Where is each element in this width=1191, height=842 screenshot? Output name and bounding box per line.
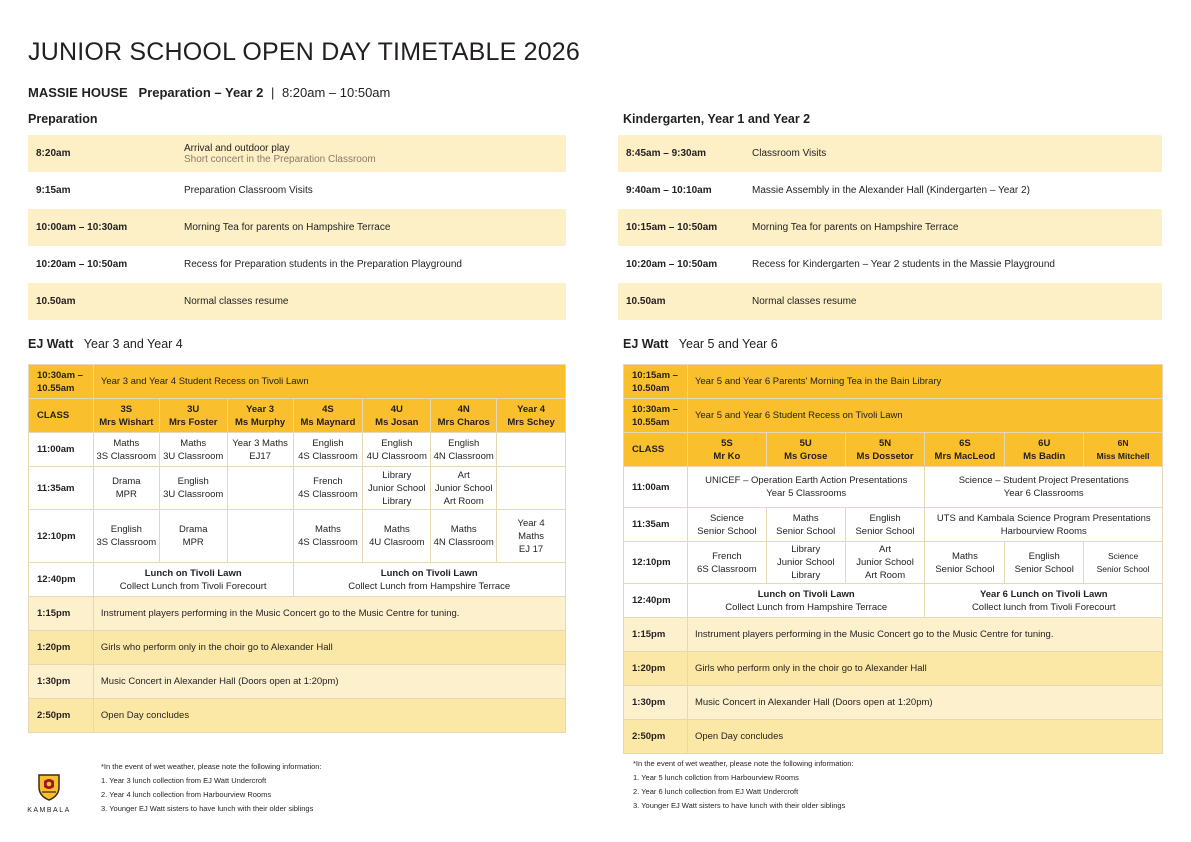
table-row — [624, 584, 1163, 618]
row-time: 11:35am — [29, 467, 94, 510]
row-text: Morning Tea for parents on Hampshire Terrace — [744, 209, 1162, 246]
class-teacher: Ms Murphy — [235, 416, 286, 428]
table-cell — [766, 508, 845, 542]
kinder-table — [618, 135, 1162, 320]
cell-line: UTS and Kambala Science Program Presentations — [936, 512, 1151, 524]
class-teacher: Mrs Foster — [168, 416, 218, 428]
class-header — [431, 399, 497, 433]
table-cell — [363, 510, 431, 563]
cell-line: English — [110, 524, 142, 535]
row-text: Morning Tea for parents on Hampshire Terrace — [176, 209, 566, 246]
table-cell — [687, 584, 925, 618]
cell-line: 3U Classroom — [163, 450, 224, 462]
cell-line: Lunch on Tivoli Lawn — [144, 567, 242, 579]
cell-line: MPR — [182, 537, 204, 548]
cell-line: English — [312, 437, 344, 449]
class-header — [687, 433, 766, 467]
class-teacher: Ms Dossetor — [856, 450, 914, 462]
ej56-heading — [623, 337, 778, 351]
ej56-heading-a: EJ Watt — [623, 337, 669, 351]
class-label: CLASS — [29, 399, 94, 433]
cell-line: Collect lunch from Tivoli Forecourt — [971, 601, 1116, 613]
row-time: 1:30pm — [624, 686, 688, 720]
cell-line: Collect Lunch from Tivoli Forecourt — [119, 580, 267, 592]
cell-line: Senior School — [855, 525, 915, 537]
cell-line: Science – Student Project Presentations — [958, 475, 1129, 486]
row-time: 10:30am – 10.55am — [29, 365, 94, 399]
table-row — [29, 597, 566, 631]
table-row — [28, 135, 566, 172]
row-time: 10:20am – 10:50am — [626, 259, 718, 270]
class-header — [93, 399, 159, 433]
table-cell — [227, 433, 293, 467]
cell-line: Junior School — [776, 557, 835, 568]
ej56-table — [623, 364, 1163, 754]
class-teacher: Mrs Wishart — [99, 416, 154, 428]
ej34-heading-b: Year 3 and Year 4 — [83, 337, 183, 351]
cell-line: 4S Classroom — [298, 450, 358, 462]
table-cell — [293, 467, 363, 510]
recess-row — [624, 399, 1163, 433]
cell-line: EJ17 — [249, 450, 271, 462]
class-code: 3S — [120, 403, 133, 415]
table-row — [618, 172, 1162, 209]
note-line: *In the event of wet weather, please note the following information: — [633, 759, 854, 768]
class-code: 4S — [322, 403, 334, 415]
row-text: Music Concert in Alexander Hall (Doors open at 1:20pm) — [687, 686, 1162, 720]
cell-line: Senior School — [776, 525, 836, 537]
cell-line: Lunch on Tivoli Lawn — [757, 588, 855, 600]
cell-line: Junior School — [856, 557, 914, 568]
cell-line: English — [448, 437, 480, 449]
row-time: 10.50am — [618, 283, 744, 320]
class-code: Year 4 — [517, 403, 546, 415]
table-row — [29, 699, 566, 733]
class-teacher: Ms Maynard — [300, 416, 356, 428]
class-teacher: Mrs MacLeod — [934, 450, 996, 462]
cell-line: Library — [382, 469, 412, 481]
cell-line: Maths — [383, 524, 410, 535]
table-row — [28, 172, 566, 209]
table-row — [618, 246, 1162, 283]
class-code: 6U — [1038, 437, 1051, 449]
cell-line: Senior School — [1096, 563, 1150, 574]
cell-line: Art — [457, 469, 470, 481]
row-text: Recess for Preparation students in the Preparation Playground — [184, 259, 462, 270]
row-time: 10:20am – 10:50am — [36, 259, 128, 270]
cell-line: Senior School — [1014, 563, 1074, 575]
row-text: Girls who perform only in the choir go to Alexander Hall — [687, 652, 1162, 686]
cell-line: 4U Classroom — [366, 450, 427, 462]
class-header — [845, 433, 925, 467]
table-row — [624, 542, 1163, 584]
recess-row — [29, 365, 566, 399]
note-line: 1. Year 5 lunch collction from Harbourview Rooms — [633, 773, 799, 782]
class-code: 6S — [959, 437, 971, 449]
row-time: 10:15am – 10:50am — [618, 209, 744, 246]
prep-table — [28, 135, 566, 320]
row-text: Girls who perform only in the choir go to Alexander Hall — [93, 631, 565, 665]
row-sub: Short concert in the Preparation Classroom — [184, 153, 376, 165]
table-row — [29, 433, 566, 467]
row-text: Classroom Visits — [744, 135, 1162, 172]
table-cell — [925, 542, 1005, 584]
table-cell — [431, 467, 497, 510]
row-time: 9:40am – 10:10am — [626, 185, 712, 196]
tea-row — [624, 365, 1163, 399]
row-time: 10:30am – 10.55am — [624, 399, 688, 433]
house-range: Preparation – Year 2 — [138, 85, 264, 100]
cell-line: Year 6 Classrooms — [1003, 488, 1084, 499]
table-cell — [925, 467, 1163, 508]
table-row — [29, 631, 566, 665]
table-cell — [93, 467, 159, 510]
cell-line: 3S Classroom — [96, 537, 157, 548]
cell-line: English — [381, 437, 413, 449]
table-cell — [93, 433, 159, 467]
class-header — [925, 433, 1005, 467]
cell-line: Senior School — [935, 563, 995, 575]
class-teacher: Mrs Schey — [507, 416, 555, 428]
cell-line: Year 3 Maths — [232, 437, 288, 449]
table-cell — [497, 510, 566, 563]
class-header — [1084, 433, 1163, 467]
row-time: 11:00am — [29, 433, 94, 467]
massie-subheading — [28, 85, 390, 100]
cell-line: UNICEF – Operation Earth Action Presentations — [705, 475, 908, 486]
cell-line: Lunch on Tivoli Lawn — [380, 567, 478, 579]
ej56-heading-b: Year 5 and Year 6 — [678, 337, 778, 351]
note-line: *In the event of wet weather, please note the following information: — [101, 762, 322, 771]
row-time: 11:35am — [624, 508, 688, 542]
crest-icon — [36, 772, 62, 802]
note-line: 3. Younger EJ Watt sisters to have lunch with their older siblings — [633, 801, 846, 810]
cell-line: Maths — [518, 530, 545, 542]
row-text: Recess for Kindergarten – Year 2 students in the Massie Playground — [752, 259, 1055, 270]
cell-line: Drama — [178, 524, 208, 535]
row-text: Year 5 and Year 6 Student Recess on Tivoli Lawn — [687, 399, 1162, 433]
row-text — [176, 135, 566, 172]
table-cell — [497, 467, 566, 510]
table-cell — [845, 508, 925, 542]
cell-line: 3S Classroom — [96, 450, 157, 462]
class-row — [29, 399, 566, 433]
note-line: 2. Year 4 lunch collection from Harbourview Rooms — [101, 790, 272, 799]
cell-line: Collect Lunch from Hampshire Terrace — [725, 601, 888, 613]
class-header — [159, 399, 227, 433]
cell-line: English — [869, 512, 901, 524]
kambala-logo — [26, 772, 72, 814]
cell-line: 4N Classroom — [433, 537, 494, 548]
table-row — [624, 467, 1163, 508]
cell-line: Senior School — [697, 525, 757, 537]
row-time: 9:15am — [36, 185, 71, 196]
cell-line: Science — [709, 512, 744, 524]
table-cell — [293, 563, 566, 597]
row-text: Instrument players performing in the Music Concert go to the Music Centre for tuning. — [687, 618, 1162, 652]
cell-line: Year 6 Lunch on Tivoli Lawn — [979, 588, 1108, 600]
table-row — [29, 467, 566, 510]
row-time: 1:15pm — [29, 597, 94, 631]
logo-text: KAMBALA — [27, 807, 71, 814]
note-line: 3. Younger EJ Watt sisters to have lunch with their older siblings — [101, 804, 314, 813]
ej34-heading — [28, 337, 183, 351]
class-code: 3U — [187, 403, 200, 415]
table-cell — [159, 510, 227, 563]
cell-line: Science — [1107, 550, 1139, 561]
table-row — [29, 510, 566, 563]
table-cell — [925, 584, 1163, 618]
class-code: Year 3 — [246, 403, 275, 415]
class-code: 5U — [799, 437, 812, 449]
table-cell — [687, 508, 766, 542]
cell-line: Library — [791, 544, 821, 555]
ej34-notes — [101, 760, 322, 816]
class-header — [497, 399, 566, 433]
note-line: 1. Year 3 lunch collection from EJ Watt Undercroft — [101, 776, 267, 785]
cell-line: Library — [382, 495, 412, 507]
table-cell — [1005, 542, 1084, 584]
row-time: 10.50am — [28, 283, 176, 320]
class-code: 4N — [457, 403, 470, 415]
table-row — [618, 135, 1162, 172]
class-teacher: Mr Ko — [713, 450, 741, 462]
table-cell — [363, 467, 431, 510]
table-cell — [1084, 542, 1163, 584]
class-header — [227, 399, 293, 433]
cell-line: Junior School — [434, 482, 493, 494]
row-time: 1:20pm — [29, 631, 94, 665]
row-time: 12:10pm — [29, 510, 94, 563]
ej56-notes — [633, 757, 854, 813]
class-label: CLASS — [624, 433, 688, 467]
cell-line: Maths — [180, 437, 207, 449]
row-time: 10:15am – 10.50am — [624, 365, 688, 399]
cell-line: English — [177, 476, 209, 487]
cell-line: EJ 17 — [518, 543, 544, 555]
row-text: Normal classes resume — [744, 283, 1162, 320]
house-time: 8:20am – 10:50am — [281, 85, 391, 100]
row-time: 12:10pm — [624, 542, 688, 584]
table-cell — [227, 467, 293, 510]
cell-line: Junior School — [368, 482, 426, 494]
table-row — [624, 618, 1163, 652]
cell-line: Art Room — [864, 570, 906, 581]
row-time: 1:15pm — [624, 618, 688, 652]
table-cell — [845, 542, 925, 584]
row-time: 8:20am — [28, 135, 176, 172]
table-cell — [293, 510, 363, 563]
cell-line: Year 5 Classrooms — [766, 488, 847, 499]
table-cell — [431, 433, 497, 467]
row-text: Massie Assembly in the Alexander Hall (Kindergarten – Year 2) — [752, 185, 1030, 196]
row-main: Arrival and outdoor play — [184, 142, 290, 154]
table-row — [624, 508, 1163, 542]
row-time: 10:00am – 10:30am — [28, 209, 176, 246]
table-cell — [687, 542, 766, 584]
table-cell — [687, 467, 925, 508]
row-time: 1:20pm — [624, 652, 688, 686]
cell-line: MPR — [115, 489, 137, 500]
cell-line: 6S Classroom — [697, 563, 757, 575]
cell-line: 4S Classroom — [298, 489, 358, 500]
row-text: Instrument players performing in the Music Concert go to the Music Centre for tuning. — [93, 597, 565, 631]
row-text: Year 5 and Year 6 Parents' Morning Tea in the Bain Library — [687, 365, 1162, 399]
page-title: JUNIOR SCHOOL OPEN DAY TIMETABLE 2026 — [28, 38, 581, 66]
class-teacher: Ms Grose — [784, 450, 828, 462]
table-cell — [93, 563, 293, 597]
cell-line: 4S Classroom — [298, 537, 358, 548]
ej34-heading-a: EJ Watt — [28, 337, 74, 351]
table-cell — [293, 433, 363, 467]
table-cell — [159, 433, 227, 467]
table-cell — [227, 510, 293, 563]
class-code: 5N — [878, 437, 892, 449]
cell-line: Harbourview Rooms — [1000, 525, 1087, 537]
separator: | — [270, 85, 275, 100]
class-code: 6N — [1117, 437, 1129, 448]
cell-line: French — [712, 550, 742, 562]
table-row — [618, 209, 1162, 246]
table-cell — [497, 433, 566, 467]
row-text: Open Day concludes — [687, 720, 1162, 754]
class-code: 5S — [721, 437, 733, 449]
class-header — [363, 399, 431, 433]
cell-line: Maths — [951, 550, 978, 562]
table-row — [618, 283, 1162, 320]
table-cell — [925, 508, 1163, 542]
row-time: 2:50pm — [624, 720, 688, 754]
cell-line: Art — [878, 544, 892, 555]
cell-line: 4U Clasroom — [369, 537, 425, 548]
row-text: Year 3 and Year 4 Student Recess on Tivoli Lawn — [93, 365, 565, 399]
class-teacher: Ms Josan — [375, 416, 419, 428]
class-teacher: Mrs Charos — [437, 416, 490, 428]
table-cell — [766, 542, 845, 584]
table-row — [624, 686, 1163, 720]
cell-line: Drama — [112, 476, 141, 487]
row-text: Open Day concludes — [93, 699, 565, 733]
row-time: 2:50pm — [29, 699, 94, 733]
class-header — [1005, 433, 1084, 467]
row-text: Music Concert in Alexander Hall (Doors open at 1:20pm) — [93, 665, 565, 699]
cell-line: Library — [791, 570, 821, 581]
cell-line: Maths — [792, 512, 819, 524]
table-row — [28, 246, 566, 283]
cell-line: French — [313, 476, 343, 487]
row-time: 11:00am — [624, 467, 688, 508]
table-cell — [363, 433, 431, 467]
cell-line: Maths — [315, 524, 341, 535]
table-row — [28, 209, 566, 246]
table-row — [29, 563, 566, 597]
table-cell — [159, 467, 227, 510]
class-header — [766, 433, 845, 467]
table-cell — [93, 510, 159, 563]
class-code: 4U — [390, 403, 403, 415]
cell-line: English — [1028, 550, 1060, 562]
row-text: Normal classes resume — [176, 283, 566, 320]
table-row — [624, 720, 1163, 754]
cell-line: 4N Classroom — [433, 450, 494, 462]
cell-line: Maths — [450, 524, 477, 535]
row-time: 12:40pm — [29, 563, 94, 597]
table-cell — [431, 510, 497, 563]
row-time: 1:30pm — [29, 665, 94, 699]
table-row — [28, 283, 566, 320]
table-row — [29, 665, 566, 699]
cell-line: Maths — [113, 437, 140, 449]
house-name: MASSIE HOUSE — [28, 85, 128, 100]
kinder-heading: Kindergarten, Year 1 and Year 2 — [623, 112, 811, 126]
cell-line: 3U Classroom — [163, 489, 224, 500]
class-header — [293, 399, 363, 433]
prep-heading: Preparation — [28, 112, 98, 126]
note-line: 2. Year 6 lunch collection from EJ Watt Undercroft — [633, 787, 799, 796]
ej34-table — [28, 364, 566, 733]
cell-line: Year 4 — [517, 517, 545, 529]
cell-line: Collect Lunch from Hampshire Terrace — [348, 580, 511, 592]
row-time: 8:45am – 9:30am — [618, 135, 744, 172]
class-row — [624, 433, 1163, 467]
table-row — [624, 652, 1163, 686]
row-text: Preparation Classroom Visits — [184, 185, 313, 196]
class-teacher: Ms Badin — [1023, 450, 1066, 462]
class-teacher: Miss Mitchell — [1096, 450, 1150, 461]
row-time: 12:40pm — [624, 584, 688, 618]
cell-line: Art Room — [443, 495, 484, 507]
